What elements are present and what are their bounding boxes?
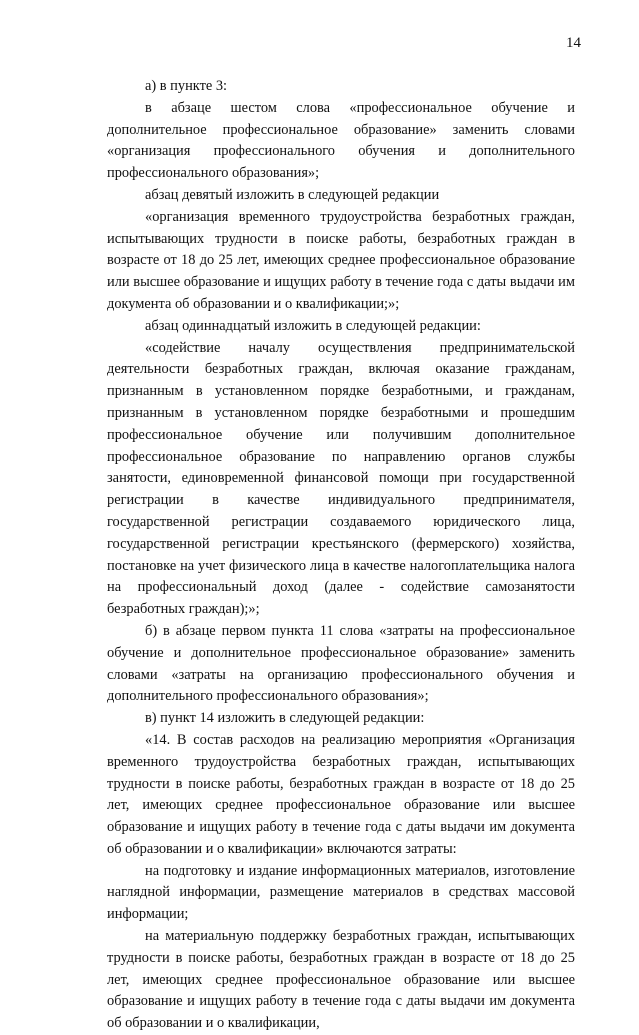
- paragraph-point-14: «14. В состав расходов на реализацию мероприятия «Организация временного трудоустройства безработных граждан, испытывающих трудности в поиске работы, безработных граждан в возрасте от 18 до 25 лет, имеющих среднее профессиональное образование или высшее образование и ищущих работу в течение года с даты выдачи им документа об образовании и о квалификации» включаются затраты:: [107, 731, 575, 857]
- paragraph-eleventh-abzac-text: «содействие началу осуществления предпринимательской деятельности безработных граждан, включая оказание гражданам, признанным в установленном порядке безработными, и гражданам, признанным в установленном порядке безработными и прошедшим профессиональное обучение или получившим дополнительное профессиональное образование по направлению органов службы занятости, единовременной финансовой помощи при государственной регистрации в качестве индивидуального предпринимателя, государственной регистрации создаваемого юридического лица, государственной регистрации крестьянского (фермерского) хозяйства, постановке на учет физического лица в качестве налогоплательщика налога на профессиональный доход (далее - содействие самозанятости безработных граждан);»;: [107, 339, 575, 618]
- paragraph-costs-support: на материальную поддержку безработных граждан, испытывающих трудности в поиске работы, безработных граждан в возрасте от 18 до 25 лет, имеющих среднее профессиональное образование или высшее образование и ищущих работу в течение года с даты выдачи им документа об образовании и о квалификации,: [107, 928, 575, 1032]
- paragraph-eleventh-abzac-intro: абзац одиннадцатый изложить в следующей редакции:: [145, 317, 481, 334]
- paragraph-ninth-abzac-intro: абзац девятый изложить в следующей редакции: [145, 186, 440, 203]
- paragraph-amendment-a: а) в пункте 3:: [145, 78, 228, 94]
- paragraph-costs-materials: на подготовку и издание информационных материалов, изготовление наглядной информации, размещение материалов в средствах массовой информации;: [107, 862, 575, 923]
- paragraph-amendment-b: б) в абзаце первом пункта 11 слова «затраты на профессиональное обучение и дополнительное профессиональное образование» заменить словами «затраты на организацию профессионального обучения и дополнительного профессионального образования»;: [107, 622, 575, 705]
- paragraph-ninth-abzac-text: «организация временного трудоустройства безработных граждан, испытывающих трудности в поиске работы, безработных граждан в возрасте от 18 до 25 лет, имеющих среднее профессиональное образование или высшее образование и ищущих работу в течение года с даты выдачи им документа об образовании и о квалификации;»;: [107, 208, 575, 312]
- paragraph-amendment-v: в) пункт 14 изложить в следующей редакции:: [145, 710, 425, 727]
- paragraph-sixth-abzac: в абзаце шестом слова «профессиональное обучение и дополнительное профессиональное образование» заменить словами «организация профессионального обучения и дополнительного профессионального образования»;: [107, 99, 575, 182]
- document-body: [107, 76, 575, 1035]
- page-number: 14: [566, 35, 581, 51]
